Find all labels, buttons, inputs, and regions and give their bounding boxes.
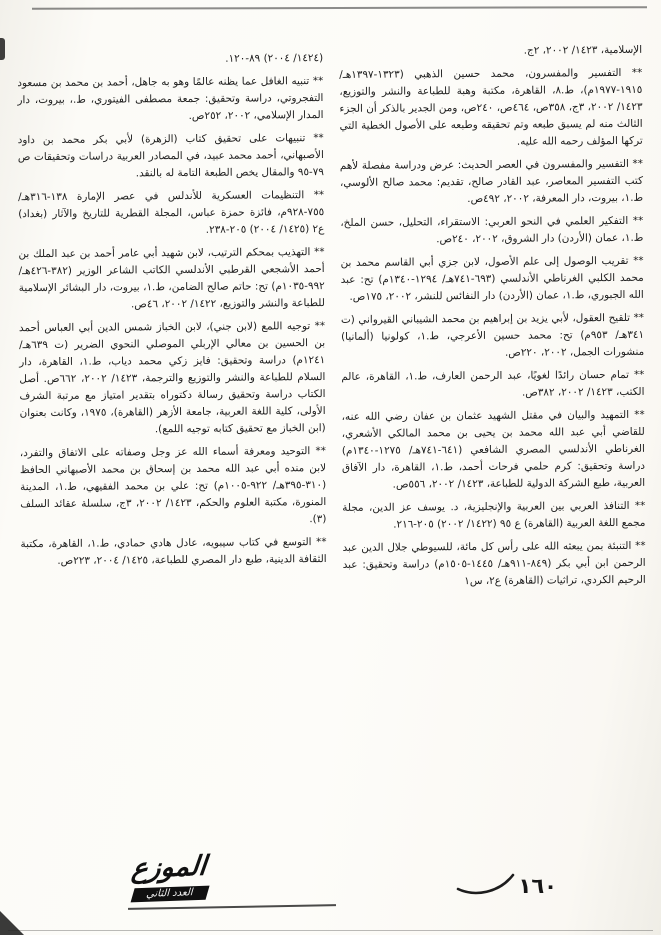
- bibliography-entry: ** التنظيمات العسكرية للأندلس في عصر الإمارة ١٣٨-٣١٦هـ/ ٧٥٥-٩٢٨م، فائزة حمزة عباس، المجلة القطرية للتاريخ والآثار (بغداد) ع٢ (١٤٢٥/ ٢٠٠٤) ٢٠٥-٢٣٨.: [18, 189, 325, 236]
- bibliography-entry: ** التفسير والمفسرون، محمد حسين الذهبي (١٣٢٣-١٣٩٧هـ/ ١٩١٥-١٩٧٧م)، ط.٨، القاهرة، مكتبة وهبة للطباعة والنشر والتوزيع، ١٤٢٣/ ٢٠٠٢، ٣ج، ٣٥٨ص، ٤٦٤ص، ٢٤٠ص، ومن الجدير بالذكر أن الجزء الثالث منه لم يسبق طبعه وتم تحقيقه وطبعه على الأصول الخطية التي تركها المؤلف رحمه الله عليه.: [339, 66, 643, 148]
- bibliography-entry: ** التهذيب بمحكم الترتيب، لابن شهيد أبي عامر أحمد بن عبد الملك بن أحمد الأشجعي القرطبي الأندلسي الكاتب الشاعر الوزير (٣٨٢-٤٢٦هـ/ ٩٩٢-١٠٣٥م) تح: حاتم صالح الضامن، ط.١، بيروت، دار البشائر الإسلامية للطباعة والنشر والتوزيع، ١٤٢٢/ ٢٠٠٢، ٤٦ص.: [18, 246, 325, 311]
- stamp-title: الموزع: [130, 850, 208, 885]
- publisher-stamp: [130, 850, 208, 903]
- bibliography-entry: ** تقريب الوصول إلى علم الأصول، لابن جزي أبي القاسم محمد بن محمد الكلبي الغرناطي الأندلسي (٦٩٣-٧٤١هـ/ ١٢٩٤-١٣٤٠م) تح: عبد الله الجبوري، ط.١، عمان (الأردن) دار النفائس للنشر، ٢٠٠٢، ١٧٥ص.: [340, 254, 644, 303]
- bibliography-entry: ** التمهيد والبيان في مقتل الشهيد عثمان بن عفان رضي الله عنه، للقاضي أبي عبد الله محمد بن يحيى بن محمد المالكي الأشعري، الغرناطي الأندلسي المصري الشافعي (٦٤١-٧٤١هـ/ ١٢٧٥-١٣٤٠م) دراسة وتحقيق: كرم حلمي فرحات أحمد، ط.١، القاهرة، دار الآفاق العربية، طبع الشركة الدولية للطباعة، ١٤٢٣/ ٢٠٠٢، ٥٥٦ص.: [341, 408, 646, 491]
- bibliography-entry: ** توجيه اللمع (لابن جني)، لابن الخباز شمس الدين أبي العباس أحمد بن الحسين بن معالي الإربلي الموصلي النحوي الضرير (ت ٦٣٩هـ/ ١٢٤١م) دراسة وتحقيق: فايز زكي محمد دياب، ط.١، القاهرة، دار السلام للطباعة والنشر والتوزيع والترجمة، ١٤٢٣/ ٢٠٠٢، ٦٦٢ص. أصل الكتاب دراسة وتحقيق رسالة دكتوراه بتقدير امتياز مع مرتبة الشرف الأولى، كلية اللغة العربية، جامعة الأزهر (القاهرة)، ١٩٧٥، وكانت بعنوان (ابن الخباز مع تحقيق كتابه توجيه اللمع).: [18, 320, 326, 436]
- entry-continuation: (١٤٢٤/ ٢٠٠٤) ٨٩-١٢٠.: [225, 52, 324, 65]
- bibliography-entry: ** تلقيح العقول، لأبي يزيد بن إبراهيم بن محمد الشيباني القيرواني (ت ٣٤١هـ/ ٩٥٣م) تح: محمد حسين الأعرجي، ط.١، كولونيا (ألمانيا) منشورات الجمل، ٢٠٠٢، ٢٢٠ص.: [340, 311, 645, 359]
- page-number-block: [455, 871, 557, 897]
- bibliography-entry: ** تمام حسان رائدًا لغويًا، عبد الرحمن العارف، ط.١، القاهرة، عالم الكتب، ١٤٢٣/ ٢٠٠٢، ٣٨٢ص.: [341, 368, 645, 399]
- bibliography-entry: ** تنبيه الغافل عما يظنه عالمًا وهو به جاهل، أحمد بن محمد بن مسعود التفجروتي، دراسة وتحقيق: جمعة مصطفى الفيتوري، ط.، بيروت، دار المدار الإسلامي، ٢٠٠٢، ٢٥٢ص.: [17, 75, 324, 122]
- bibliography-entry: ** التنبئة بمن يبعثه الله على رأس كل مائة، للسيوطي جلال الدين عبد الرحمن ابن أبي بكر (٨٤٩-٩١١هـ/ ١٤٤٥-١٥٠٥م) دراسة وتحقيق: عبد الرحيم الكردي، تراثيات (القاهرة) ع٢، س١: [342, 539, 646, 588]
- bibliography-entry: ** التفكير العلمي في النحو العربي: الاستقراء، التحليل، حسن الملخ، ط.١، عمان (الأردن) دار الشروق، ٢٠٠٢، ٢٤٠ص.: [340, 214, 644, 246]
- bibliography-entry: ** التنافذ العربي بين العربية والإنجليزية، د. يوسف عز الدين، مجلة مجمع اللغة العربية (القاهرة) ع ٩٥ (١٤٢٢/ ٢٠٠٢) ٢٠٥-٢١٦.: [342, 499, 646, 531]
- bibliography-entry: ** التوسع في كتاب سيبويه، عادل هادي حمادي، ط.١، القاهرة، مكتبة الثقافة الدينية، طبع دار المصري للطباعة، ١٤٢٥/ ٢٠٠٤، ٢٢٣ص.: [20, 536, 327, 567]
- stamp-issue-label: العدد الثاني: [131, 886, 210, 903]
- left-column: [17, 50, 327, 576]
- bibliography-entry: ** التوحيد ومعرفة أسماء الله عز وجل وصفاته على الاتفاق والتفرد، لابن منده أبي عبد الله محمد بن إسحاق بن محمد الأصبهاني الحافظ (٣١٠-٣٩٥هـ/ ٩٢٢-١٠٠٥م) تح: علي بن محمد الفقيهي، ط.١، المدينة المنورة، مكتبة العلوم والحكم، ١٤٢٣/ ٢٠٠٢، ٣ج، سلسلة عقائد السلف (٣).: [19, 445, 327, 526]
- entry-continuation: الإسلامية، ١٤٢٣/ ٢٠٠٢، ٢ج.: [523, 43, 643, 57]
- bibliography-entry: ** التفسير والمفسرون في العصر الحديث: عرض ودراسة مفصلة لأهم كتب التفسير المعاصر، عبد القادر صالح، تقديم: محمد صالح الألوسي، ط.١، بيروت، دار المعرفة، ٢٠٠٢، ٤٩٢ص.: [339, 157, 644, 206]
- page-number-flourish-icon: [455, 871, 517, 897]
- page-number: ١٦٠: [518, 874, 557, 898]
- right-column: [339, 42, 646, 597]
- bibliography-entry: ** تنبيهات على تحقيق كتاب (الزهرة) لأبي بكر محمد بن داود الأصبهاني، أحمد محمد عبيد، في المصادر العربية دراسات وتحقيقات ص ٧٩-٩٥ والمقال يخص الطبعة التامة له بالنقد.: [17, 132, 324, 180]
